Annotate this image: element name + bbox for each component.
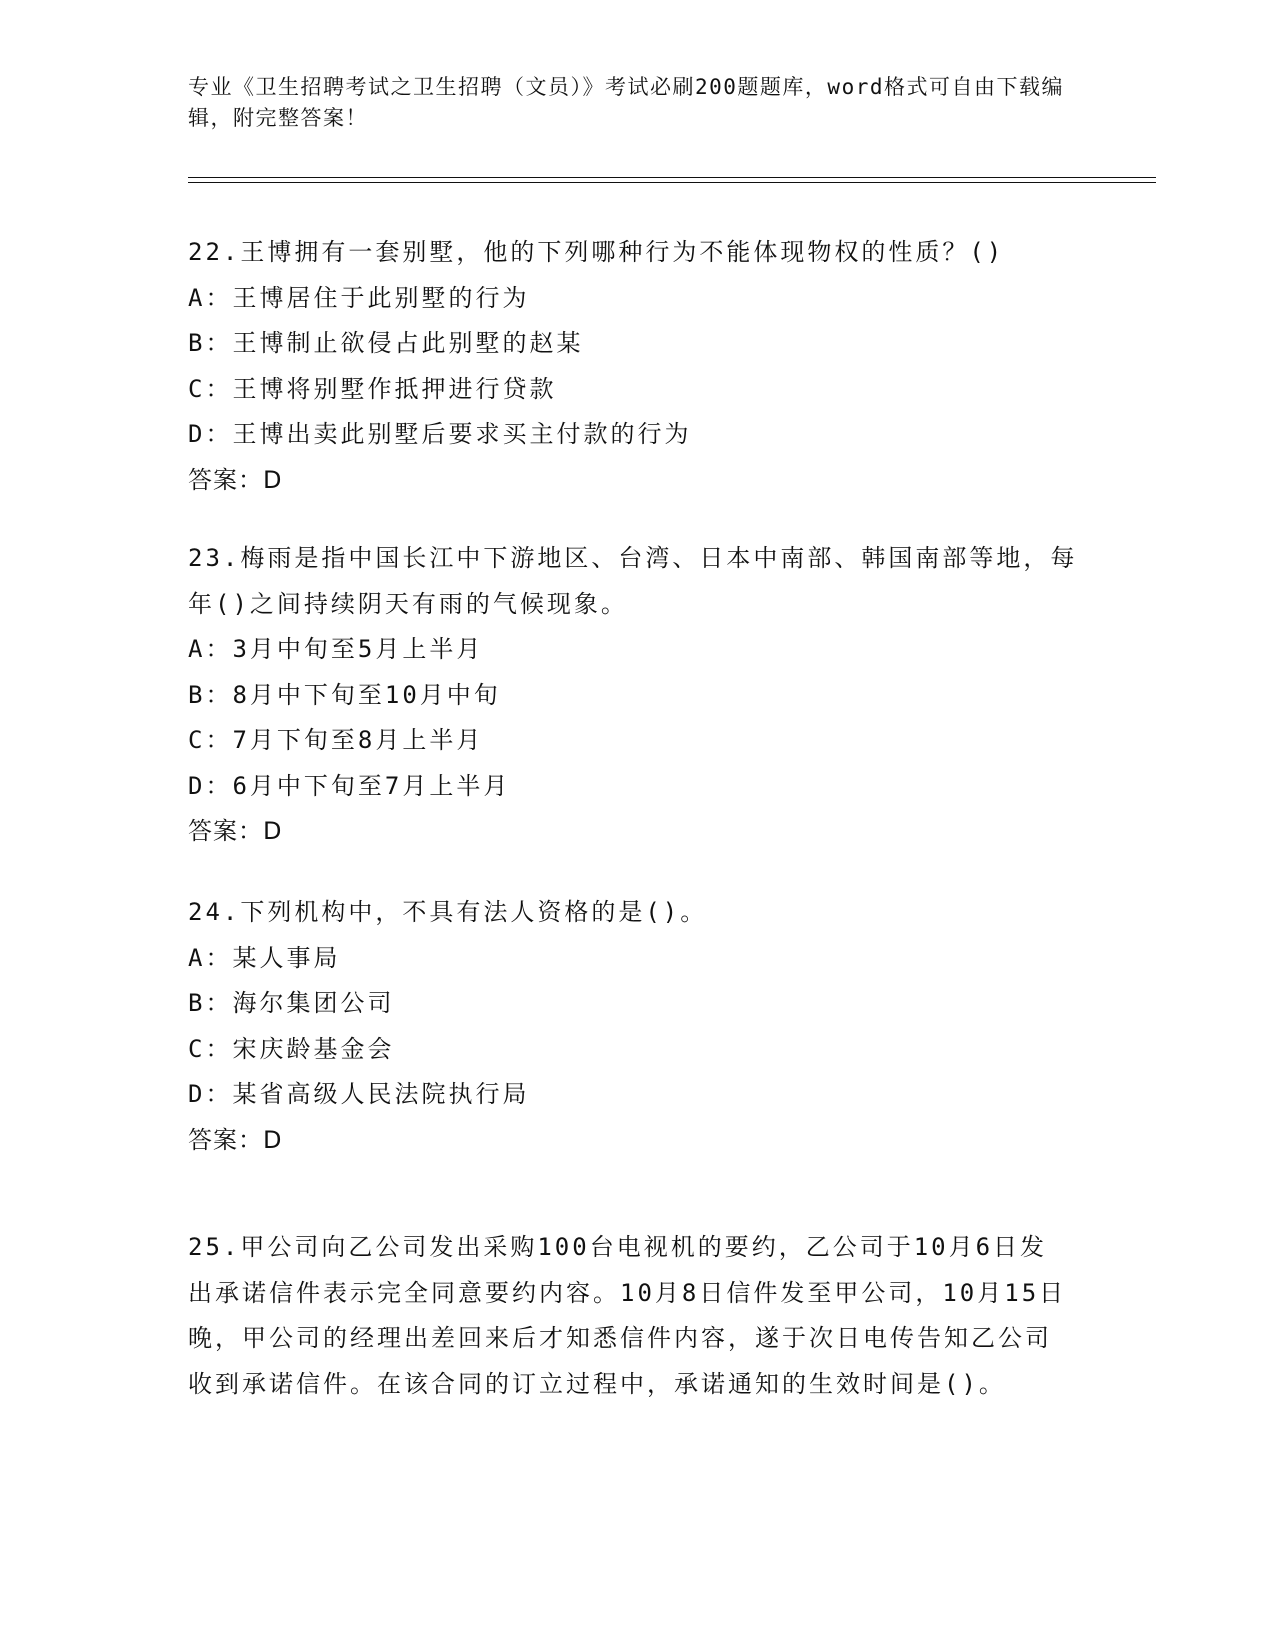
answer-line xyxy=(188,1118,1088,1164)
option-text: 王博制止欲侵占此别墅的赵某 xyxy=(232,329,584,357)
answer-value: D xyxy=(263,817,283,845)
option-a xyxy=(188,276,1088,322)
option-b xyxy=(188,981,1088,1027)
question-stem: 25.甲公司向乙公司发出采购100台电视机的要约，乙公司于10月6日发出承诺信件表示完全同意要约内容。10月8日信件发至甲公司，10月15日晚，甲公司的经理出差回来后才知悉信件内容，遂于次日电传告知乙公司收到承诺信件。在该合同的订立过程中，承诺通知的生效时间是()。 xyxy=(188,1233,1067,1398)
option-a xyxy=(188,936,1088,982)
answer-line xyxy=(188,458,1088,504)
option-d xyxy=(188,412,1088,458)
option-text: 王博出卖此别墅后要求买主付款的行为 xyxy=(232,420,692,448)
option-text: 3月中旬至5月上半月 xyxy=(232,635,484,663)
answer-value: D xyxy=(263,1125,283,1154)
option-letter: B： xyxy=(188,989,233,1017)
option-letter: D： xyxy=(188,1080,233,1108)
option-text: 某省高级人民法院执行局 xyxy=(232,1080,530,1108)
header-divider-bottom xyxy=(188,182,1156,183)
question-24 xyxy=(188,890,1088,1163)
question-22 xyxy=(188,230,1088,503)
option-text: 王博将别墅作抵押进行贷款 xyxy=(232,374,557,403)
question-stem: 22.王博拥有一套别墅，他的下列哪种行为不能体现物权的性质？() xyxy=(188,238,1005,266)
answer-label: 答案： xyxy=(188,1125,263,1154)
option-b xyxy=(188,673,1088,719)
option-b xyxy=(188,321,1088,367)
option-letter: D： xyxy=(188,771,233,800)
option-text: 王博居住于此别墅的行为 xyxy=(232,283,530,312)
answer-line xyxy=(188,809,1088,855)
option-letter: B： xyxy=(188,329,233,357)
option-text: 海尔集团公司 xyxy=(232,989,395,1017)
option-letter: B： xyxy=(188,680,233,709)
answer-value: D xyxy=(263,465,283,494)
option-letter: D： xyxy=(188,420,233,448)
option-c xyxy=(188,367,1088,413)
option-text: 7月下旬至8月上半月 xyxy=(232,726,484,754)
option-letter: A： xyxy=(188,635,233,663)
option-a xyxy=(188,627,1088,673)
option-d xyxy=(188,1072,1088,1118)
option-c xyxy=(188,1027,1088,1073)
question-23 xyxy=(188,536,1088,855)
answer-label: 答案： xyxy=(188,817,263,845)
option-letter: A： xyxy=(188,943,233,972)
option-text: 6月中下旬至7月上半月 xyxy=(232,771,511,800)
option-d xyxy=(188,764,1088,810)
option-text: 8月中下旬至10月中旬 xyxy=(232,680,501,709)
option-letter: C： xyxy=(188,726,233,754)
header-divider-top xyxy=(188,177,1156,178)
option-letter: C： xyxy=(188,374,233,403)
option-text: 某人事局 xyxy=(232,943,341,972)
option-letter: C： xyxy=(188,1034,233,1063)
option-letter: A： xyxy=(188,283,233,312)
question-stem: 24.下列机构中，不具有法人资格的是()。 xyxy=(188,898,708,926)
question-25 xyxy=(188,1225,1068,1407)
answer-label: 答案： xyxy=(188,465,263,494)
question-stem: 23.梅雨是指中国长江中下游地区、台湾、日本中南部、韩国南部等地，每年()之间持续阴天有雨的气候现象。 xyxy=(188,544,1078,618)
document-header: 专业《卫生招聘考试之卫生招聘（文员）》考试必刷200题题库，word格式可自由下载编辑，附完整答案！ xyxy=(188,75,1064,130)
option-text: 宋庆龄基金会 xyxy=(232,1034,395,1063)
option-c xyxy=(188,718,1088,764)
